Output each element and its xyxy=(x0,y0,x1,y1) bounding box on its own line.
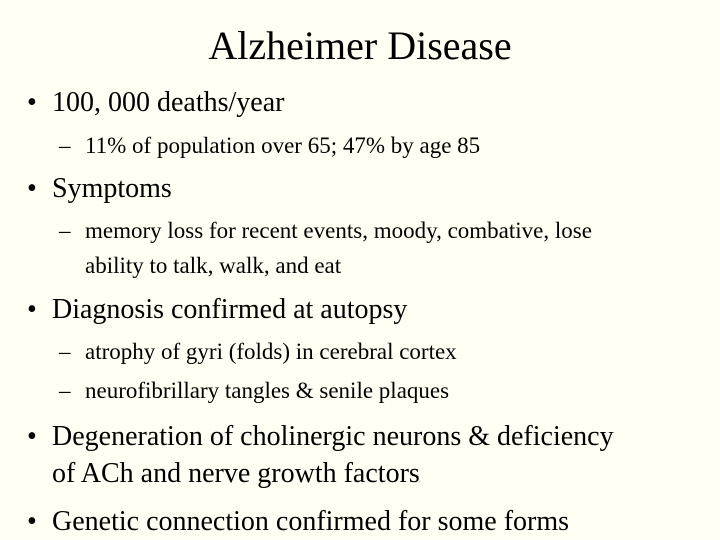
sub-bullet-text: atrophy of gyri (folds) in cerebral cortex xyxy=(85,339,457,364)
dash-icon: – xyxy=(59,218,71,243)
sub-bullet-text: ability to talk, walk, and eat xyxy=(85,253,342,278)
bullet-dot-icon: • xyxy=(27,506,37,537)
slide-title: Alzheimer Disease xyxy=(208,23,512,68)
bullet-text: Degeneration of cholinergic neurons & deficiency xyxy=(52,421,614,452)
sub-bullet-text: neurofibrillary tangles & senile plaques xyxy=(85,378,450,403)
bullet-text: 100, 000 deaths/year xyxy=(52,87,285,118)
sub-bullet-text: 11% of population over 65; 47% by age 85 xyxy=(85,133,481,158)
bullet-text: Diagnosis confirmed at autopsy xyxy=(52,294,408,325)
dash-icon: – xyxy=(59,378,71,403)
bullet-dot-icon: • xyxy=(27,421,37,452)
bullet-text: Symptoms xyxy=(52,173,172,204)
dash-icon: – xyxy=(59,339,71,364)
bullet-text: Genetic connection confirmed for some forms xyxy=(52,506,570,537)
bullet-dot-icon: • xyxy=(27,87,37,118)
bullet-text: of ACh and nerve growth factors xyxy=(52,458,420,489)
bullet-dot-icon: • xyxy=(27,173,37,204)
sub-bullet-text: memory loss for recent events, moody, combative, lose xyxy=(85,218,592,243)
bullet-dot-icon: • xyxy=(27,294,37,325)
dash-icon: – xyxy=(59,133,71,158)
